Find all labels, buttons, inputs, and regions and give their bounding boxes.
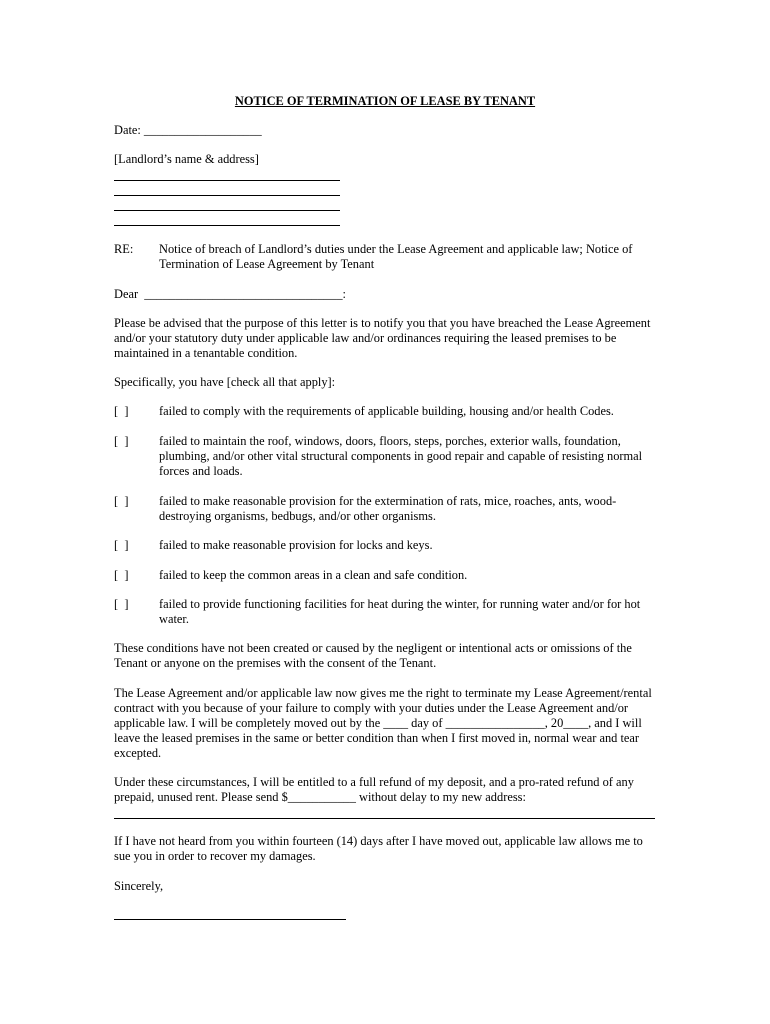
document-title: NOTICE OF TERMINATION OF LEASE BY TENANT xyxy=(234,94,536,108)
checklist-item-5: failed to keep the common areas in a clean and safe condition. xyxy=(159,568,468,582)
landlord-address-line-3 xyxy=(114,210,340,211)
checkbox-6: [ ] xyxy=(114,597,129,611)
checklist-item-2: failed to maintain the roof, windows, doors, floors, steps, porches, exterior walls, foundation, plumbing, and/or other vital structural components in good repair and capable of resisting normal forces and loads. xyxy=(159,434,643,478)
checkbox-1: [ ] xyxy=(114,404,129,418)
checkbox-2: [ ] xyxy=(114,434,129,448)
closing: Sincerely, xyxy=(114,879,164,893)
damages-paragraph: If I have not heard from you within fourteen (14) days after I have moved out, applicable law allows me to sue you in order to recover my damages. xyxy=(114,834,643,863)
checklist-item-3: failed to make reasonable provision for the extermination of rats, mice, roaches, ants, wood-destroying organisms, bedbugs, and/or other organisms. xyxy=(159,494,617,523)
landlord-address-line-1 xyxy=(114,180,340,181)
landlord-address-line-4 xyxy=(114,225,340,226)
re-text: Notice of breach of Landlord’s duties under the Lease Agreement and applicable law; Notice of Termination of Lease Agreement by Tenant xyxy=(159,242,633,271)
checklist-item-1: failed to comply with the requirements of applicable building, housing and/or health Codes. xyxy=(159,404,614,418)
salutation: Dear ________________________________: xyxy=(114,287,346,301)
date-line: Date: ___________________ xyxy=(114,123,262,137)
signature-line xyxy=(114,919,346,920)
specifically-line: Specifically, you have [check all that apply]: xyxy=(114,375,336,389)
conditions-paragraph: These conditions have not been created or caused by the negligent or intentional acts or omissions of the Tenant or anyone on the premises with the consent of the Tenant. xyxy=(114,641,632,670)
checkbox-3: [ ] xyxy=(114,494,129,508)
termination-paragraph: The Lease Agreement and/or applicable law now gives me the right to terminate my Lease Agreement/rental contract with you because of your failure to comply with your duties under the Lease Agreement and/or applicable law. I will be completely moved out by the ____ day of ________________, 20____, and I will leave the leased premises in the same or better condition than when I first moved in, normal wear and tear excepted. xyxy=(114,686,652,760)
checklist-item-6: failed to provide functioning facilities for heat during the winter, for running water and/or for hot water. xyxy=(159,597,641,626)
re-label: RE: xyxy=(114,242,134,256)
checkbox-5: [ ] xyxy=(114,568,129,582)
landlord-label: [Landlord’s name & address] xyxy=(114,152,259,166)
new-address-line xyxy=(114,818,655,819)
landlord-address-line-2 xyxy=(114,195,340,196)
checklist-item-4: failed to make reasonable provision for locks and keys. xyxy=(159,538,433,552)
intro-paragraph: Please be advised that the purpose of this letter is to notify you that you have breached the Lease Agreement and/or your statutory duty under applicable law and/or ordinances requiring the leased premises to be maintained in a tenantable condition. xyxy=(114,316,651,360)
refund-paragraph: Under these circumstances, I will be entitled to a full refund of my deposit, and a pro-rated refund of any prepaid, unused rent. Please send $___________ without delay to my new address: xyxy=(114,775,634,804)
checkbox-4: [ ] xyxy=(114,538,129,552)
